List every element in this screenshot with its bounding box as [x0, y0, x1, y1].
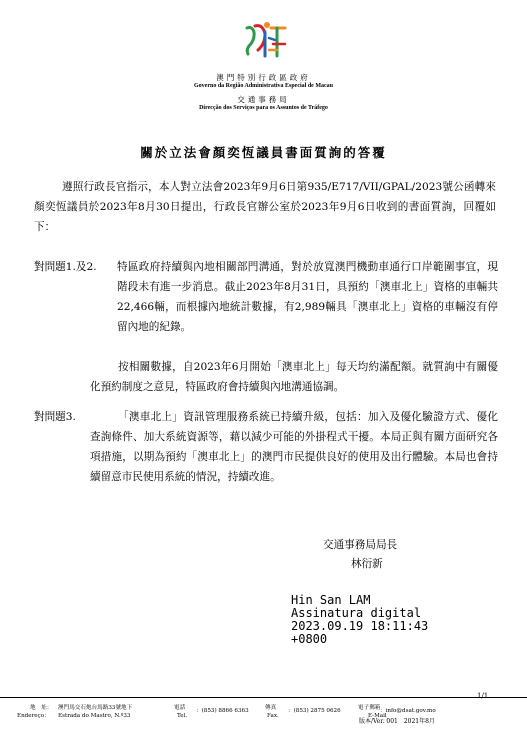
question-3-label: 對問題3. — [34, 411, 76, 423]
answer-3-paragraph: 「澳車北上」資訊管理服務系統已持續升級，包括：加入及優化驗證方式、優化查詢條件、加大系統資源等，藉以減少可能的外掛程式干擾。本局正與有關方面研究各項措施，以期為預約「澳車北上」的澳門市民提供良好的使用及出行體驗。本局也會持續留意市民使用系統的情況，持續改進。 — [90, 411, 498, 483]
footer-address-portuguese: Estrada do Mastro, N.º33 — [58, 713, 131, 719]
footer-version: 版本/Ver. 001 2021年8月 — [359, 718, 435, 725]
signatory-name: 林衍新 — [351, 558, 383, 570]
digital-signature-name: Hin San LAM — [291, 593, 371, 607]
footer-email: ：info@dsat.gov.mo — [380, 708, 436, 714]
macau-government-emblem-logo — [243, 20, 287, 62]
government-name-chinese: 澳門特別行政區政府 — [216, 73, 311, 82]
footer-telephone-label: 電話 — [174, 705, 186, 711]
footer-telephone-label-portuguese: Tel. — [177, 713, 188, 719]
page-number: 1/1 — [477, 692, 489, 700]
footer-email-label: 電子郵箱 — [358, 705, 381, 711]
digital-signature-timestamp: 2023.09.19 18:11:43 — [291, 619, 429, 633]
footer-divider — [0, 697, 527, 698]
answer-1-2-paragraph-1: 特區政府持續與內地相關部門溝通，對於放寬澳門機動車通行口岸範圍事宜，現階段未有進一步消息。截止2023年8月31日，具預約「澳車北上」資格的車輛共22,466輛，而根據內地統計數據，有2,989輛具「澳車北上」資格的車輛沒有停留內地的紀錄。 — [117, 261, 498, 333]
question-1-2-label: 對問題1.及2. — [34, 261, 97, 273]
intro-paragraph: 遵照行政長官指示，本人對立法會2023年9月6日第935/E717/VII/GPAL/2023號公函轉來顏奕恆議員於2023年8月30日提出，行政長官辦公室於2023年9月6日收到的書面質詢，回覆如下： — [34, 181, 496, 233]
footer-address-label-portuguese: Endereço： — [17, 713, 50, 719]
footer-fax-label: 傳真 — [265, 705, 277, 711]
footer-fax-label-portuguese: Fax. — [267, 713, 279, 719]
footer-email-label-portuguese: E-Mail — [368, 713, 387, 719]
department-name-chinese: 交通事務局 — [237, 95, 290, 104]
digital-signature-label: Assinatura digital — [291, 606, 422, 620]
footer-fax: ：(853) 2875 0626 — [288, 708, 341, 714]
department-name-portuguese: Direcção dos Serviços para os Assuntos de Tráfego — [199, 105, 328, 111]
footer-address-label: 地 址： — [30, 705, 53, 711]
footer-telephone: ：(853) 8866 6363 — [196, 708, 249, 714]
footer-address: 澳門馬交石炮台馬路33號地下 — [58, 705, 133, 711]
signatory-title: 交通事務局局長 — [323, 539, 398, 551]
document-title: 關於立法會顏奕恆議員書面質詢的答覆 — [140, 145, 387, 160]
government-name-portuguese: Governo da Região Administrativa Especial de Macau — [194, 83, 333, 89]
digital-signature-timezone: +0800 — [291, 632, 328, 646]
answer-1-2-paragraph-2: 按相關數據，自2023年6月開始「澳車北上」每天均約滿配額。就質詢中有關優化預約制度之意見，特區政府會持續與內地溝通協調。 — [90, 361, 498, 393]
